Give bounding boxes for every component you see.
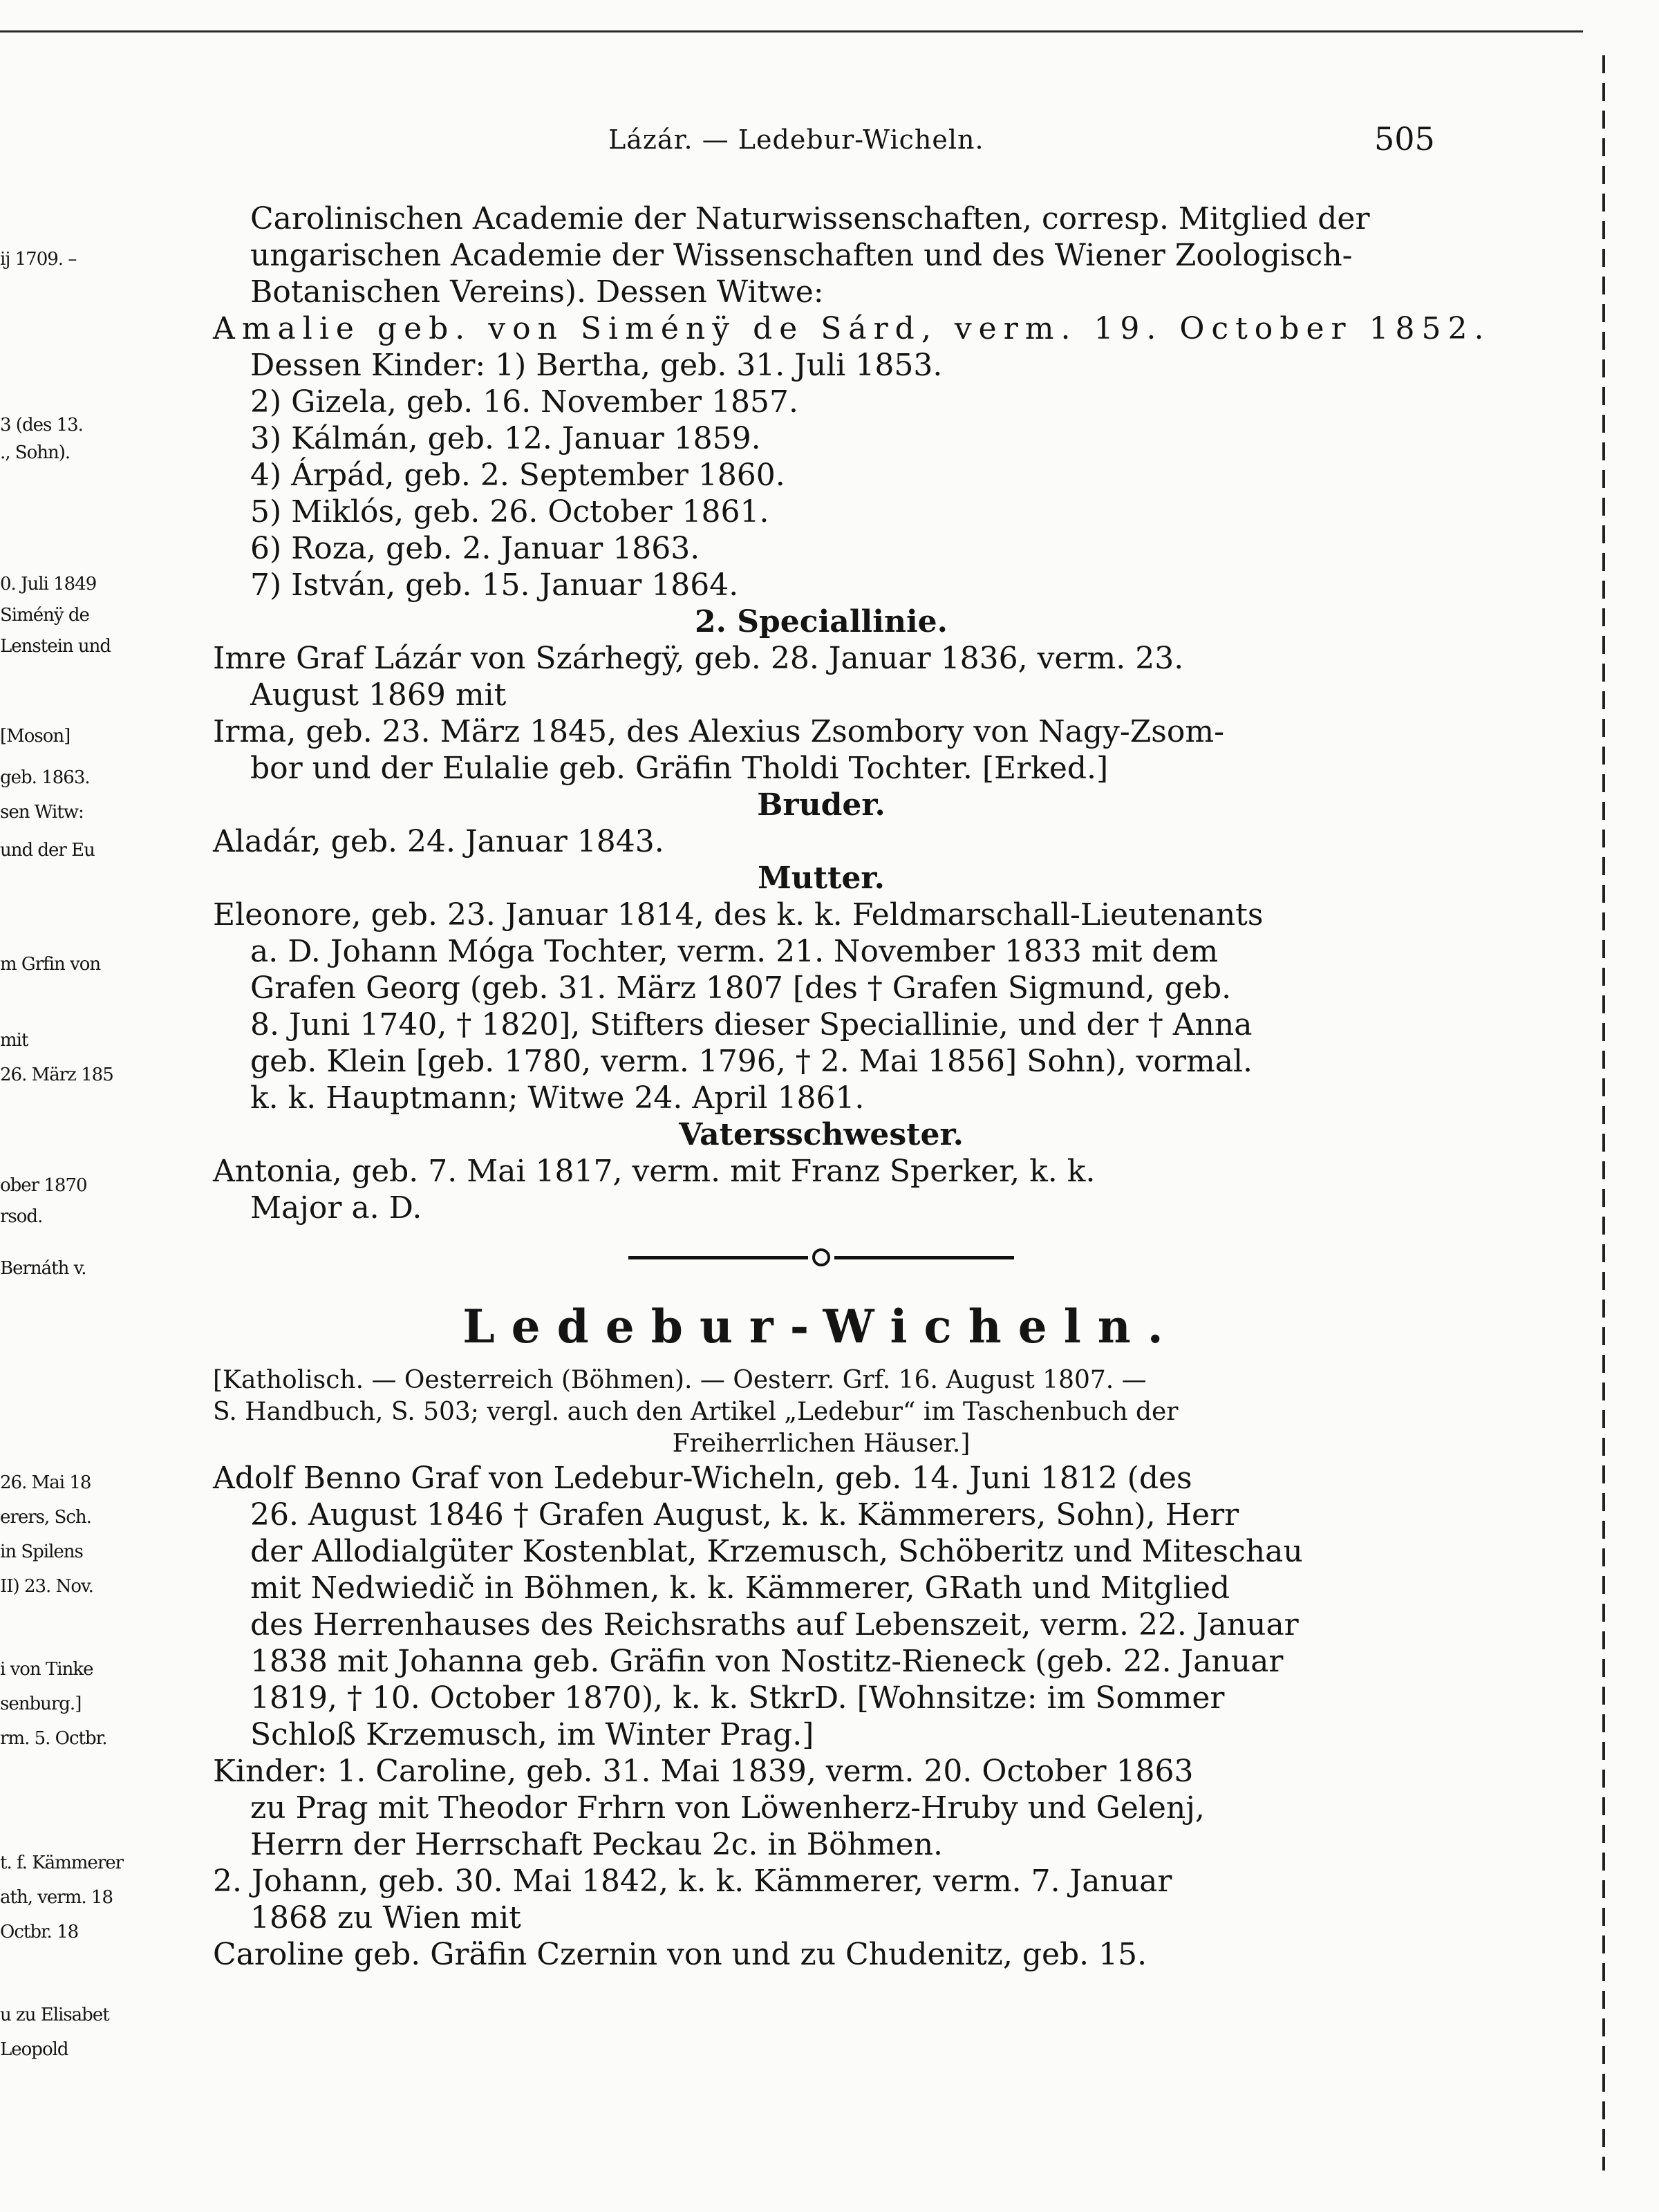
text-line: ungarischen Academie der Wissenschaften und des Wiener Zoologisch- <box>250 238 1353 273</box>
text-line: 1819, † 10. October 1870), k. k. StkrD. [Wohnsitze: im Sommer <box>250 1680 1225 1716</box>
family-title: Ledebur-Wicheln. <box>462 1300 1180 1353</box>
gutter-line: [Moson] <box>0 726 71 747</box>
text-line: 1838 mit Johanna geb. Gräfin von Nostitz-Rieneck (geb. 22. Januar <box>250 1644 1284 1679</box>
text-line: 1868 zu Wien mit <box>250 1900 521 1936</box>
section-heading: 2. Speciallinie. <box>695 604 948 639</box>
text-line: 26. August 1846 † Grafen August, k. k. Kämmerers, Sohn), Herr <box>250 1497 1239 1533</box>
text-line: Schloß Krzemusch, im Winter Prag.] <box>250 1717 814 1752</box>
subheading-brother: Bruder. <box>757 787 885 823</box>
entry-head: Adolf Benno Graf von Ledebur-Wicheln, geb. 14. Juni 1812 (des <box>213 1461 1192 1496</box>
text-line: Botanischen Vereins). Dessen Witwe: <box>250 274 824 310</box>
text-line: a. D. Johann Móga Tochter, verm. 21. November 1833 mit dem <box>250 934 1219 969</box>
children-line: Dessen Kinder: 1) Bertha, geb. 31. Juli 1853. <box>250 348 943 383</box>
text-line: Grafen Georg (geb. 31. März 1807 [des † Grafen Sigmund, geb. <box>250 971 1232 1006</box>
gutter-line: m Grfin von <box>0 954 101 975</box>
text-line: Herrn der Herrschaft Peckau 2c. in Böhmen. <box>250 1827 944 1862</box>
gutter-line: II) 23. Nov. <box>0 1576 93 1597</box>
entry-head: Aladár, geb. 24. Januar 1843. <box>213 824 664 859</box>
text-line: Carolinischen Academie der Naturwissenschaften, corresp. Mitglied der <box>250 201 1370 236</box>
ornament-divider <box>213 1226 1430 1288</box>
gutter-line: ij 1709. – <box>0 249 77 270</box>
gutter-line: u zu Elisabet <box>0 2005 109 2025</box>
gutter-line: 26. März 185 <box>0 1065 113 1085</box>
child-entry: 4) Árpád, geb. 2. September 1860. <box>250 458 785 493</box>
page-edge-top <box>0 30 1583 32</box>
gutter-line: und der Eu <box>0 840 95 861</box>
gutter-line: Octbr. 18 <box>0 1922 79 1942</box>
gutter-line: rm. 5. Octbr. <box>0 1728 107 1749</box>
gutter-line: senburg.] <box>0 1694 82 1714</box>
text-line: geb. Klein [geb. 1780, verm. 1796, † 2. Mai 1856] Sohn), vormal. <box>250 1044 1253 1079</box>
gutter-line: geb. 1863. <box>0 767 90 788</box>
gutter-line: 0. Juli 1849 <box>0 574 97 594</box>
child-entry: 2) Gizela, geb. 16. November 1857. <box>250 384 798 420</box>
text-line: mit Nedwiedič in Böhmen, k. k. Kämmerer, GRath und Mitglied <box>250 1571 1230 1606</box>
gutter-line: erers, Sch. <box>0 1507 91 1528</box>
gutter-line: 26. Mai 18 <box>0 1472 91 1493</box>
intro-line: S. Handbuch, S. 503; vergl. auch den Artikel „Ledebur“ im Taschenbuch der <box>213 1398 1179 1426</box>
gutter-line: i von Tinke <box>0 1659 93 1680</box>
page-number: 505 <box>1374 120 1435 158</box>
entry-head: Caroline geb. Gräfin Czernin von und zu Chudenitz, geb. 15. <box>213 1937 1147 1972</box>
gutter-line: Siménÿ de <box>0 605 89 626</box>
entry-head: Eleonore, geb. 23. Januar 1814, des k. k. Feldmarschall-Lieutenants <box>213 897 1264 932</box>
page-edge-right <box>1602 55 1605 2171</box>
entry-head: Antonia, geb. 7. Mai 1817, verm. mit Franz Sperker, k. k. <box>213 1154 1096 1189</box>
text-line: der Allodialgüter Kostenblat, Krzemusch, Schöberitz und Miteschau <box>250 1534 1303 1569</box>
subheading-mother: Mutter. <box>758 861 885 896</box>
child-entry: 2. Johann, geb. 30. Mai 1842, k. k. Kämmerer, verm. 7. Januar <box>213 1864 1172 1899</box>
entry-head: Amalie geb. von Siménÿ de Sárd, verm. 19. October 1852. <box>213 311 1491 346</box>
entry-head: Irma, geb. 23. März 1845, des Alexius Zsombory von Nagy-Zsom- <box>213 714 1224 749</box>
child-entry: 7) István, geb. 15. Januar 1864. <box>250 568 739 603</box>
gutter-line: in Spilens <box>0 1541 83 1562</box>
text-line: des Herrenhauses des Reichsraths auf Lebenszeit, verm. 22. Januar <box>250 1607 1299 1642</box>
gutter-line: mit <box>0 1030 28 1051</box>
gutter-line: 3 (des 13. <box>0 415 83 435</box>
left-gutter-bleed <box>0 0 124 2212</box>
text-line: 8. Juni 1740, † 1820], Stifters dieser Speciallinie, und der † Anna <box>250 1007 1253 1042</box>
intro-line: Freiherrlichen Häuser.] <box>672 1430 971 1458</box>
gutter-line: ath, verm. 18 <box>0 1887 113 1908</box>
child-entry: 5) Miklós, geb. 26. October 1861. <box>250 494 769 529</box>
running-header: Lázár. — Ledebur-Wicheln. <box>608 124 984 155</box>
gutter-line: sen Witw: <box>0 802 84 823</box>
gutter-line: Lenstein und <box>0 636 111 657</box>
intro-line: [Katholisch. — Oesterreich (Böhmen). — Oesterr. Grf. 16. August 1807. — <box>213 1366 1147 1394</box>
text-line: bor und der Eulalie geb. Gräfin Tholdi Tochter. [Erked.] <box>250 751 1109 786</box>
children-line: Kinder: 1. Caroline, geb. 31. Mai 1839, verm. 20. October 1863 <box>213 1754 1194 1789</box>
entry-head: Imre Graf Lázár von Szárhegÿ, geb. 28. Januar 1836, verm. 23. <box>213 641 1184 676</box>
text-line: Major a. D. <box>250 1190 422 1226</box>
child-entry: 3) Kálmán, geb. 12. Januar 1859. <box>250 421 761 456</box>
gutter-line: Bernáth v. <box>0 1258 86 1279</box>
gutter-line: t. f. Kämmerer <box>0 1853 124 1873</box>
subheading-aunt: Vatersschwester. <box>679 1117 964 1152</box>
gutter-line: Leopold <box>0 2039 68 2060</box>
child-entry: 6) Roza, geb. 2. Januar 1863. <box>250 531 700 566</box>
text-line: k. k. Hauptmann; Witwe 24. April 1861. <box>250 1080 865 1116</box>
gutter-line: ober 1870 <box>0 1175 87 1196</box>
text-line: zu Prag mit Theodor Frhrn von Löwenherz-Hruby und Gelenj, <box>250 1790 1205 1826</box>
gutter-line: ., Sohn). <box>0 442 71 463</box>
gutter-line: rsod. <box>0 1206 43 1227</box>
text-line: August 1869 mit <box>250 677 507 713</box>
page-body <box>213 200 1491 1973</box>
